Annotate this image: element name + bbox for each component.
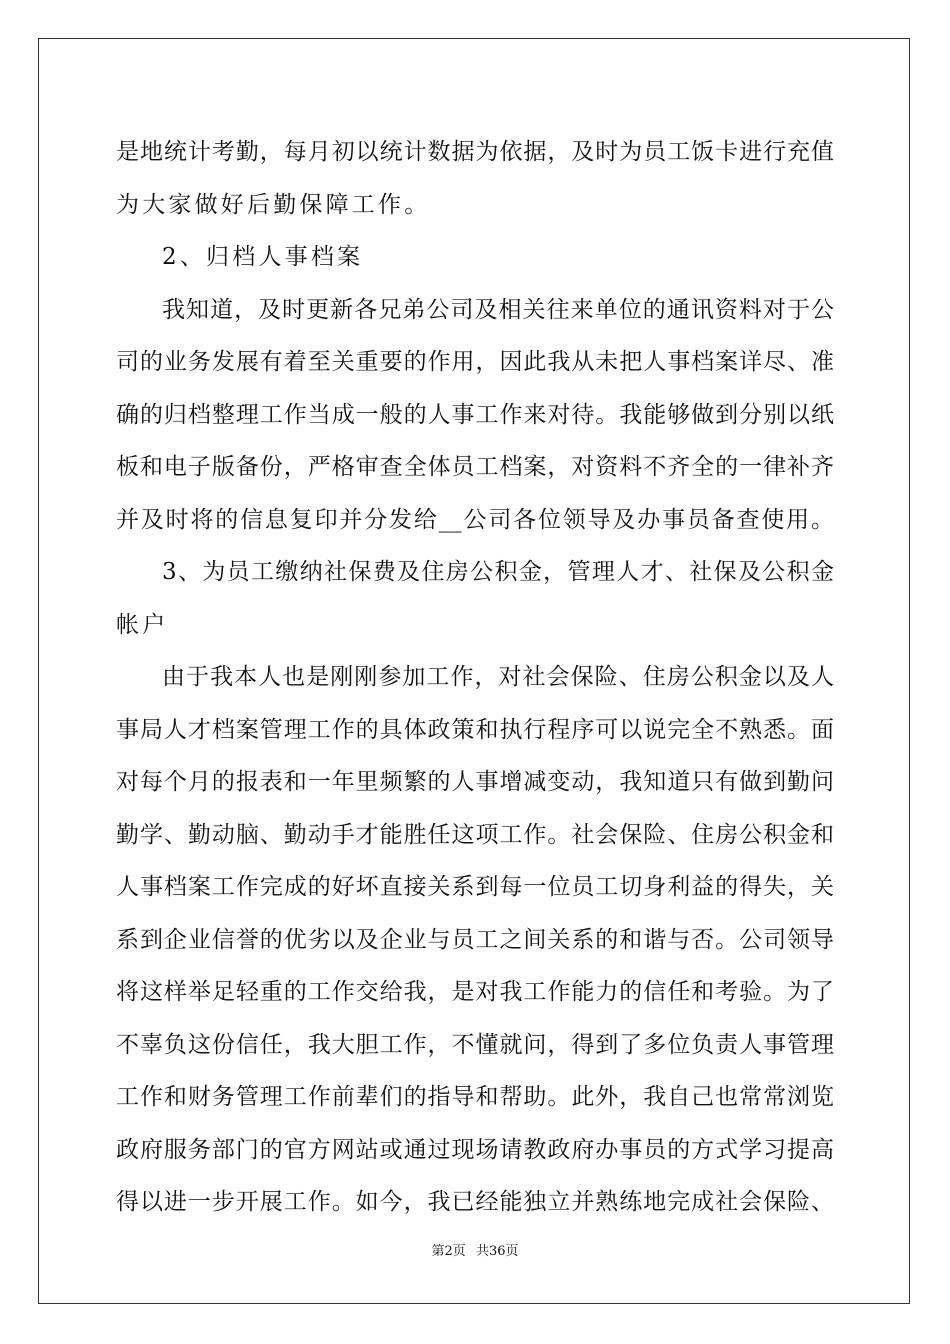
page-number: 第2页 (431, 1244, 466, 1259)
text-line: 得以进一步开展工作。如今，我已经能独立并熟练地完成社会保险、 (116, 1189, 834, 1215)
text-line: 不辜负这份信任，我大胆工作，不懂就问，得到了多位负责人事管理 (116, 1031, 834, 1058)
text-line: 对每个月的报表和一年里频繁的人事增减变动，我知道只有做到勤问 (116, 769, 834, 795)
text-line: 帐户 (116, 611, 169, 638)
page-footer (0, 1240, 950, 1259)
text-line: 政府服务部门的官方网站或通过现场请教政府办事员的方式学习提高 (116, 1136, 834, 1163)
page-total: 共36页 (475, 1244, 519, 1259)
text-line: 由于我本人也是刚刚参加工作，对社会保险、住房公积金以及人 (162, 664, 834, 690)
text-line: 为大家做好后勤保障工作。 (116, 191, 431, 218)
text-line: 2、归档人事档案 (162, 244, 364, 270)
text-line: 工作和财务管理工作前辈们的指导和帮助。此外，我自己也常常浏览 (116, 1084, 834, 1110)
text-line: 事局人才档案管理工作的具体政策和执行程序可以说完全不熟悉。面 (116, 716, 834, 743)
text-line: 系到企业信誉的优劣以及企业与员工之间关系的和谐与否。公司领导 (116, 926, 834, 953)
text-line: 板和电子版备份，严格审查全体员工档案，对资料不齐全的一律补齐 (116, 454, 834, 480)
text-line: 是地统计考勤，每月初以统计数据为依据，及时为员工饭卡进行充值 (116, 139, 834, 165)
document-body (116, 126, 834, 1229)
text-line: 并及时将的信息复印并分发给__公司各位领导及办事员备查使用。 (116, 506, 834, 533)
text-line: 勤学、勤动脑、勤动手才能胜任这项工作。社会保险、住房公积金和 (116, 821, 834, 848)
text-line: 人事档案工作完成的好坏直接关系到每一位员工切身利益的得失，关 (116, 874, 834, 900)
text-line: 将这样举足轻重的工作交给我，是对我工作能力的信任和考验。为了 (116, 979, 834, 1005)
text-line: 3、为员工缴纳社保费及住房公积金，管理人才、社保及公积金 (162, 559, 834, 585)
text-line: 我知道，及时更新各兄弟公司及相关往来单位的通讯资料对于公 (162, 296, 834, 323)
text-line: 司的业务发展有着至关重要的作用，因此我从未把人事档案详尽、准 (116, 349, 834, 375)
text-line: 确的归档整理工作当成一般的人事工作来对待。我能够做到分别以纸 (116, 401, 834, 428)
